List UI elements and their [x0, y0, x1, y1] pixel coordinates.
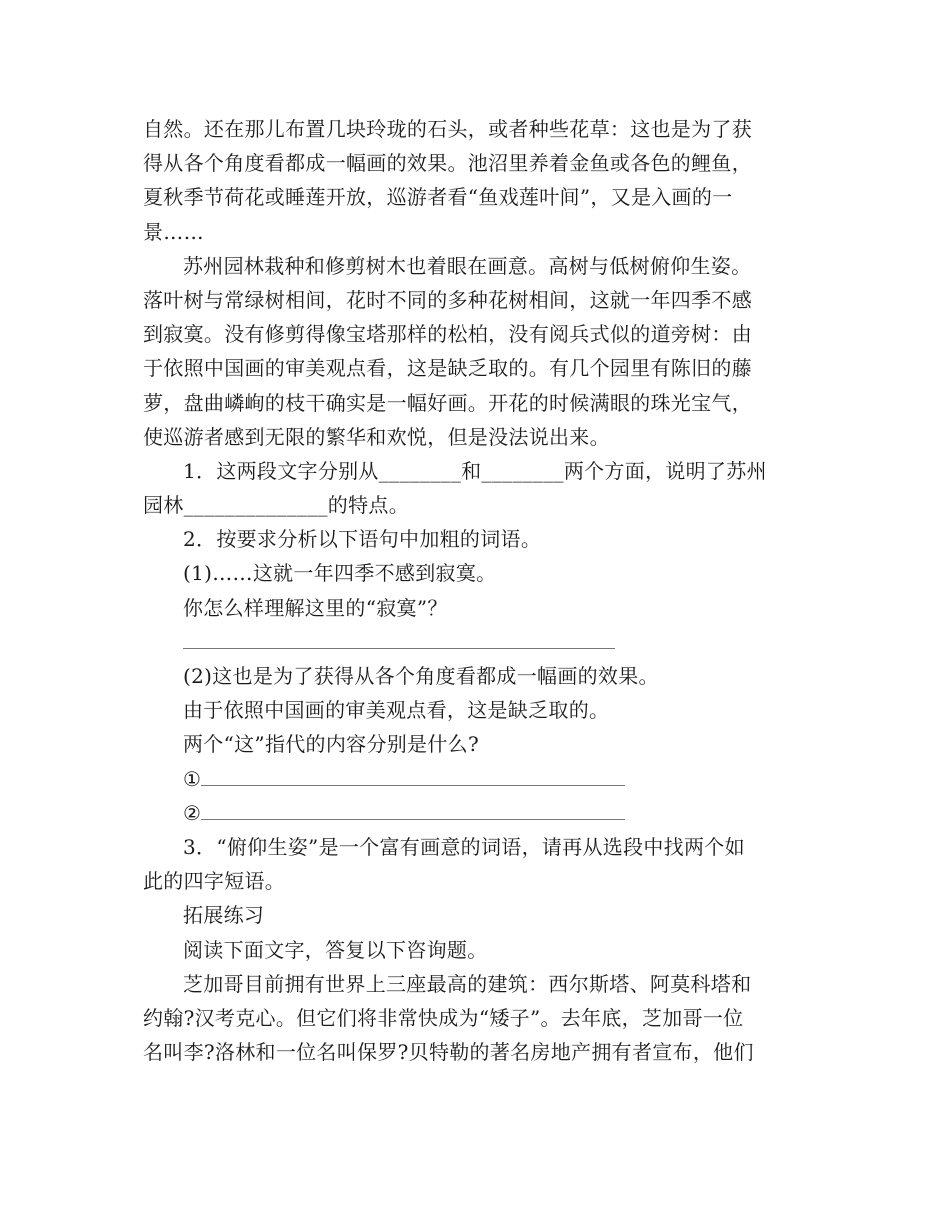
question-2-title: 2．按要求分析以下语句中加粗的词语。 [183, 527, 542, 552]
answer-line-container [143, 762, 823, 796]
answer-blank-line[interactable] [201, 799, 625, 820]
paragraph-line: 名叫李?洛林和一位名叫保罗?贝特勒的著名房地产拥有者宣布，他们 [143, 1040, 754, 1065]
paragraph-line: 芝加哥目前拥有世界上三座最高的建筑：西尔斯塔、阿莫科塔和 [183, 971, 752, 996]
answer-marker-2: ② [183, 800, 202, 825]
question-3-line: 此的四字短语。 [143, 869, 286, 894]
paragraph-line: 萝，盘曲嶙峋的枝干确实是一幅好画。开花的时候满眼的珠光宝气， [143, 390, 752, 415]
paragraph-line: 景…… [143, 219, 204, 244]
paragraph-line: 使巡游者感到无限的繁华和欢悦，但是没法说出来。 [143, 424, 610, 449]
instruction: 阅读下面文字，答复以下咨询题。 [183, 937, 488, 962]
paragraph-line: 约翰?汉考克心。但它们将非常快成为“矮子”。去年底，芝加哥一位 [143, 1005, 744, 1030]
paragraph-line: 到寂寞。没有修剪得像宝塔那样的松柏，没有阅兵式似的道旁树：由 [143, 322, 752, 347]
question-1-line: 1．这两段文字分别从________和________两个方面，说明了苏州 [183, 458, 767, 483]
section-title: 拓展练习 [183, 903, 265, 928]
paragraph-line: 落叶树与常绿树相间，花时不同的多种花树相间，这就一年四季不感 [143, 287, 752, 312]
paragraph-line: 苏州园林栽种和修剪树木也着眼在画意。高树与低树俯仰生姿。 [183, 253, 752, 278]
question-2-1-question: 你怎么样理解这里的“寂寞”？ [183, 595, 448, 620]
answer-blank-line[interactable] [183, 628, 615, 649]
question-2-2-sentence: 由于依照中国画的审美观点看，这是缺乏取的。 [183, 698, 610, 723]
answer-line-container [143, 625, 823, 659]
question-3-line: 3．“俯仰生姿”是一个富有画意的词语，请再从选段中找两个如 [183, 834, 745, 859]
answer-blank-line[interactable] [201, 765, 625, 786]
paragraph-line: 得从各个角度看都成一幅画的效果。池沼里养着金鱼或各色的鲤鱼， [143, 151, 752, 176]
paragraph-line: 夏秋季节荷花或睡莲开放，巡游者看“鱼戏莲叶间”，又是入画的一 [143, 185, 733, 210]
question-2-2-question: 两个“这”指代的内容分别是什么? [183, 732, 479, 757]
question-2-1-sentence: (1)……这就一年四季不感到寂寞。 [183, 561, 497, 586]
paragraph-line: 于依照中国画的审美观点看，这是缺乏取的。有几个园里有陈旧的藤 [143, 356, 752, 381]
paragraph-line: 自然。还在那儿布置几块玲珑的石头，或者种些花草：这也是为了获 [143, 117, 752, 141]
document-page [143, 112, 823, 1069]
question-1-line: 园林______________的特点。 [143, 493, 409, 518]
question-2-2-sentence: (2)这也是为了获得从各个角度看都成一幅画的效果。 [183, 664, 659, 688]
answer-marker-1: ① [183, 766, 202, 791]
answer-line-container [143, 796, 823, 830]
